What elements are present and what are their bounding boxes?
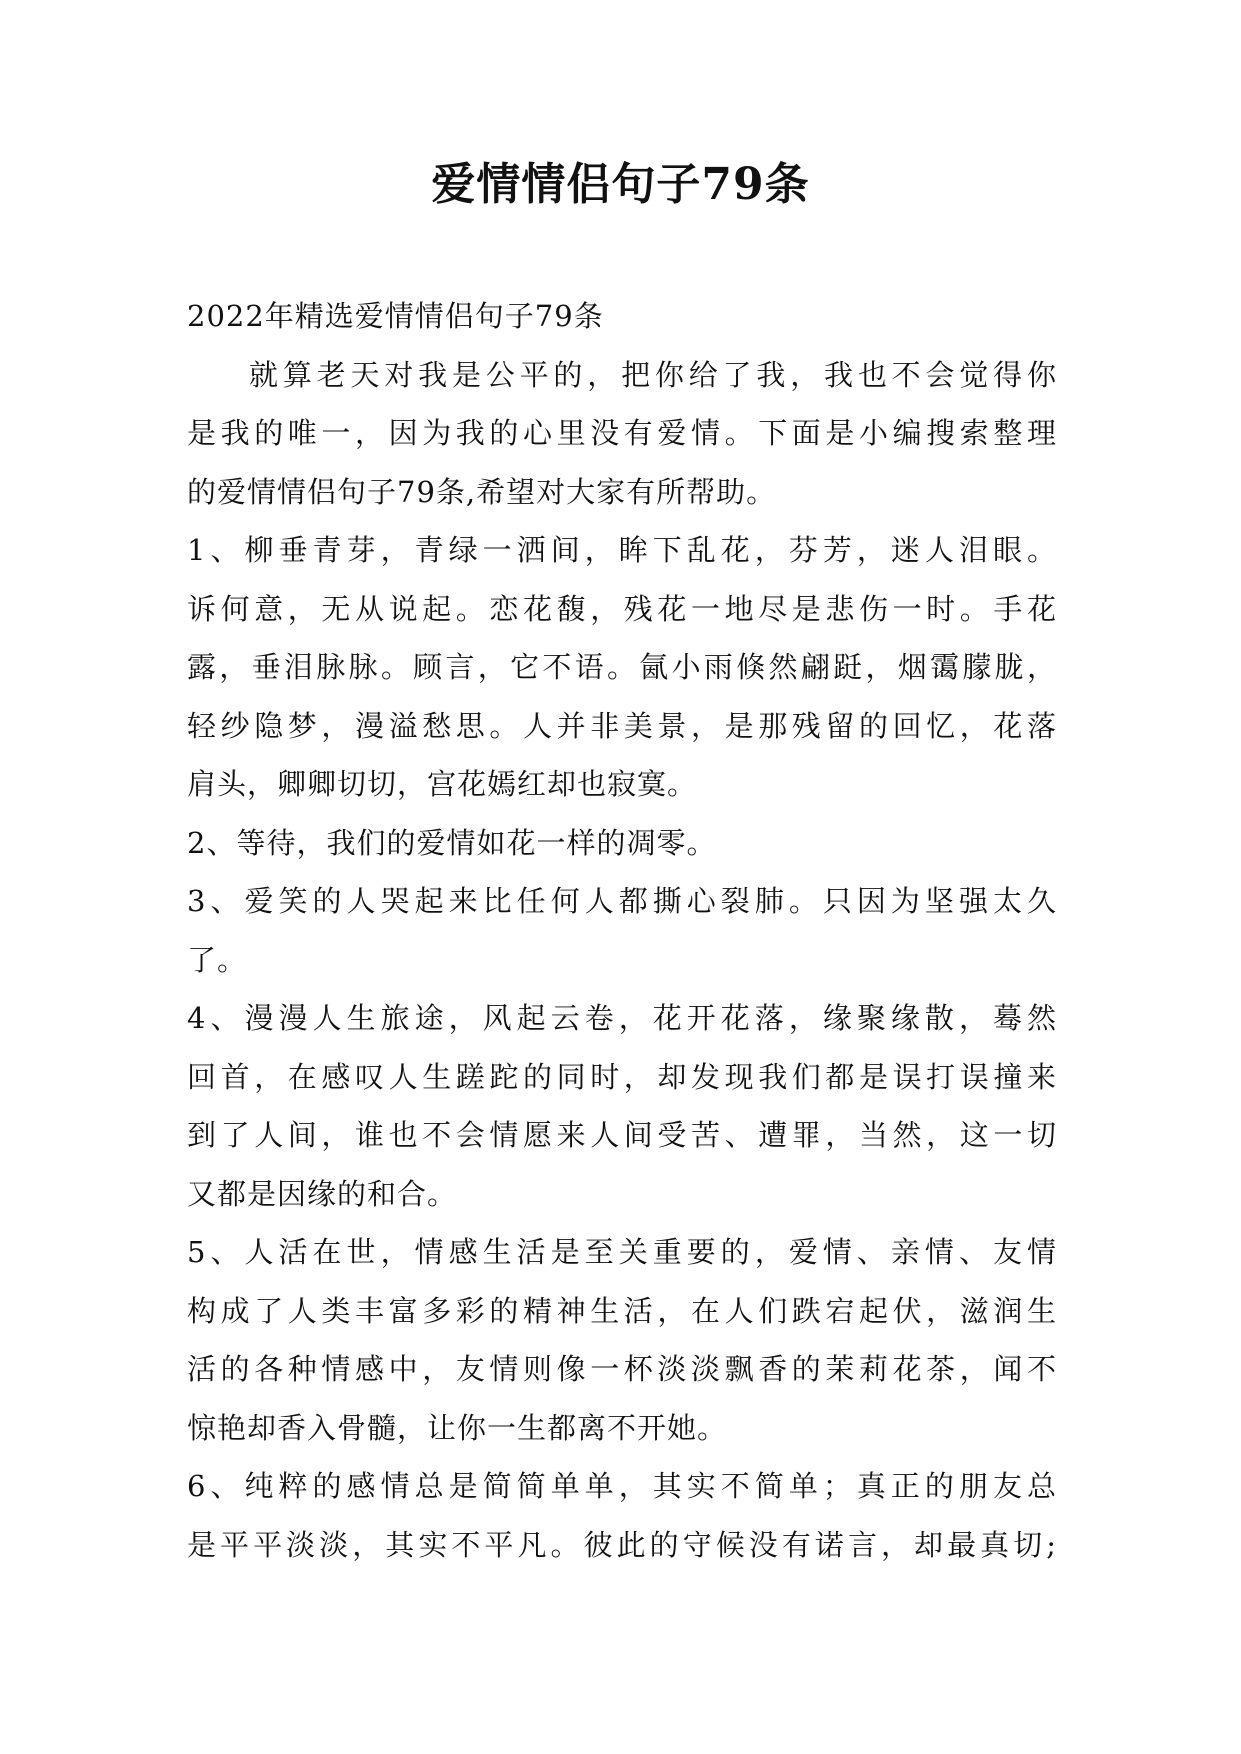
document-body <box>187 287 1057 1574</box>
text-line: 轻纱隐梦，漫溢愁思。人并非美景，是那残留的回忆，花落 <box>187 708 1057 743</box>
text-line: 的爱情情侣句子79条,希望对大家有所帮助。 <box>187 474 777 509</box>
text-line: 1、柳垂青芽，青绿一洒间，眸下乱花，芬芳，迷人泪眼。 <box>187 533 1057 567</box>
text-line: 又都是因缘的和合。 <box>187 1176 458 1211</box>
text-line: 构成了人类丰富多彩的精神生活，在人们跌宕起伏，滋润生 <box>187 1293 1057 1328</box>
text-line: 回首，在感叹人生蹉跎的同时，却发现我们都是误打误撞来 <box>187 1059 1057 1094</box>
text-line: 肩头，卿卿切切，宫花嫣红却也寂寞。 <box>187 767 698 801</box>
text-line: 惊艳却香入骨髓，让你一生都离不开她。 <box>187 1410 728 1445</box>
text-line: 是平平淡淡，其实不平凡。彼此的守候没有诺言，却最真切; <box>187 1527 1057 1562</box>
text-line: 5、人活在世，情感生活是至关重要的，爱情、亲情、友情 <box>187 1235 1057 1269</box>
text-line: 就算老天对我是公平的，把你给了我，我也不会觉得你 <box>249 357 1057 392</box>
text-line: 是我的唯一，因为我的心里没有爱情。下面是小编搜索整理 <box>187 416 1057 450</box>
text-line: 露，垂泪脉脉。顾言，它不语。氤小雨倏然翩跹，烟霭朦胧， <box>187 650 1057 684</box>
text-line: 活的各种情感中，友情则像一杯淡淡飘香的茉莉花茶，闻不 <box>187 1352 1057 1386</box>
text-line: 4、漫漫人生旅途，风起云卷，花开花落，缘聚缘散，蓦然 <box>187 1001 1057 1035</box>
text-line: 2022年精选爱情情侣句子79条 <box>187 299 604 333</box>
text-line: 了。 <box>187 942 248 977</box>
document-title: 爱情情侣句子79条 <box>431 159 810 210</box>
text-line: 6、纯粹的感情总是简简单单，其实不简单；真正的朋友总 <box>187 1469 1057 1503</box>
text-line: 到了人间，谁也不会情愿来人间受苦、遭罪，当然，这一切 <box>187 1118 1057 1152</box>
text-line: 3、爱笑的人哭起来比任何人都撕心裂肺。只因为坚强太久 <box>187 884 1057 918</box>
text-line: 2、等待，我们的爱情如花一样的凋零。 <box>187 825 717 860</box>
text-line: 诉何意，无从说起。恋花馥，残花一地尽是悲伤一时。手花 <box>187 591 1057 626</box>
